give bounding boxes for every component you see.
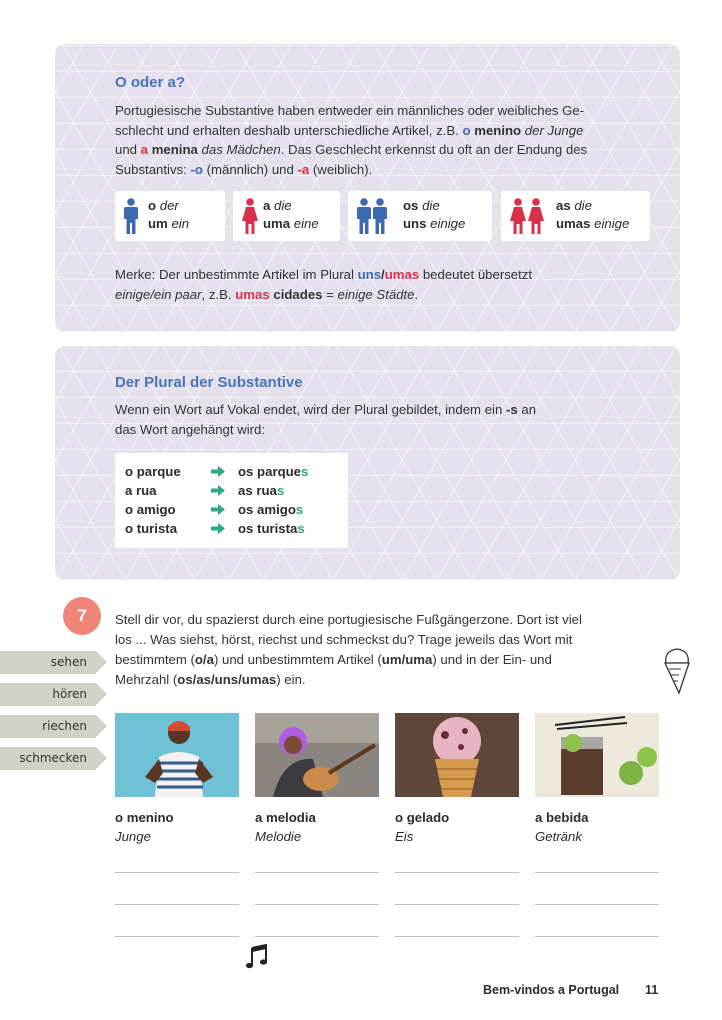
page-number: 11 <box>645 983 659 997</box>
male-figure-icon <box>357 198 371 234</box>
photo-drink <box>535 713 659 797</box>
photo-ice-cream <box>395 713 519 797</box>
female-figure-icon <box>242 198 258 234</box>
arrow-right-icon <box>211 466 225 477</box>
article-card-a: a die uma eine <box>233 191 340 241</box>
answer-line[interactable] <box>535 936 659 937</box>
vocab-item: o menino Junge <box>115 810 174 844</box>
answer-line[interactable] <box>115 872 239 873</box>
grammar-box-plural <box>55 346 680 580</box>
male-figure-icon <box>373 198 387 234</box>
photo-boy <box>115 713 239 797</box>
male-figure-icon <box>124 198 138 234</box>
answer-line[interactable] <box>395 872 519 873</box>
music-notes-icon <box>245 944 269 970</box>
vocab-item: a melodia Melodie <box>255 810 316 844</box>
footer-title: Bem-vindos a Portugal <box>483 983 620 997</box>
article-card-o: o der um ein <box>115 191 225 241</box>
answer-line[interactable] <box>255 872 379 873</box>
exercise-instructions: Stell dir vor, du spazierst durch eine portugiesische Fußgängerzone. Dort ist viel los ... Was siehst, hörst, riechst und schmeckst du? Trage jeweils das Wort mit bestimmtem (o/a) und unbestimmtem Artikel (um/uma) und in der Ein- und Mehrzahl (os/as/uns/umas) ein. <box>115 612 582 687</box>
note-text: Merke: Der unbestimmte Artikel im Plural uns/umas bedeutet übersetzt einige/ein paar, z.B. umas cidades = einige Städte. <box>115 267 533 302</box>
grammar-box-articles <box>55 44 680 332</box>
answer-line[interactable] <box>535 872 659 873</box>
arrow-right-icon <box>211 523 225 534</box>
box-title: O oder a? <box>115 74 186 91</box>
exercise-number: 7 <box>63 597 101 635</box>
vocab-item: a bebida Getränk <box>535 810 589 844</box>
article-card-as: as die umas einige <box>501 191 650 241</box>
answer-line[interactable] <box>255 904 379 905</box>
sense-tab-riechen: riechen <box>0 715 96 738</box>
arrow-right-icon <box>211 485 225 496</box>
article-card-os: os die uns einige <box>348 191 492 241</box>
box-paragraph: Wenn ein Wort auf Vokal endet, wird der Plural gebildet, indem ein -s an das Wort angehängt wird: <box>115 402 537 437</box>
sense-tab-schmecken: schmecken <box>0 747 96 770</box>
answer-line[interactable] <box>255 936 379 937</box>
sense-tab-hoeren: hören <box>0 683 96 706</box>
answer-line[interactable] <box>115 936 239 937</box>
female-figure-icon <box>528 198 544 234</box>
answer-line[interactable] <box>535 904 659 905</box>
photo-guitar-woman <box>255 713 379 797</box>
answer-line[interactable] <box>395 904 519 905</box>
vocab-item: o gelado Eis <box>395 810 450 844</box>
ice-cream-cone-icon <box>660 645 694 695</box>
answer-line[interactable] <box>115 904 239 905</box>
box-title: Der Plural der Substantive <box>115 374 303 391</box>
sense-tab-sehen: sehen <box>0 651 96 674</box>
plural-examples: o parque os parques a rua as ruas o amigo os amigos o turista os turistas <box>115 453 348 548</box>
answer-line[interactable] <box>395 936 519 937</box>
female-figure-icon <box>510 198 526 234</box>
box-paragraph: Portugiesische Substantive haben entweder ein männliches oder weibliches Ge- schlecht und erhalten deshalb unterschiedliche Artikel, z.B. o menino der Junge und a menina das Mädchen. Das Geschlecht erkennst du oft an der Endung des Substantivs: -o (männlich) und -a (weiblich). <box>115 103 588 177</box>
arrow-right-icon <box>211 504 225 515</box>
